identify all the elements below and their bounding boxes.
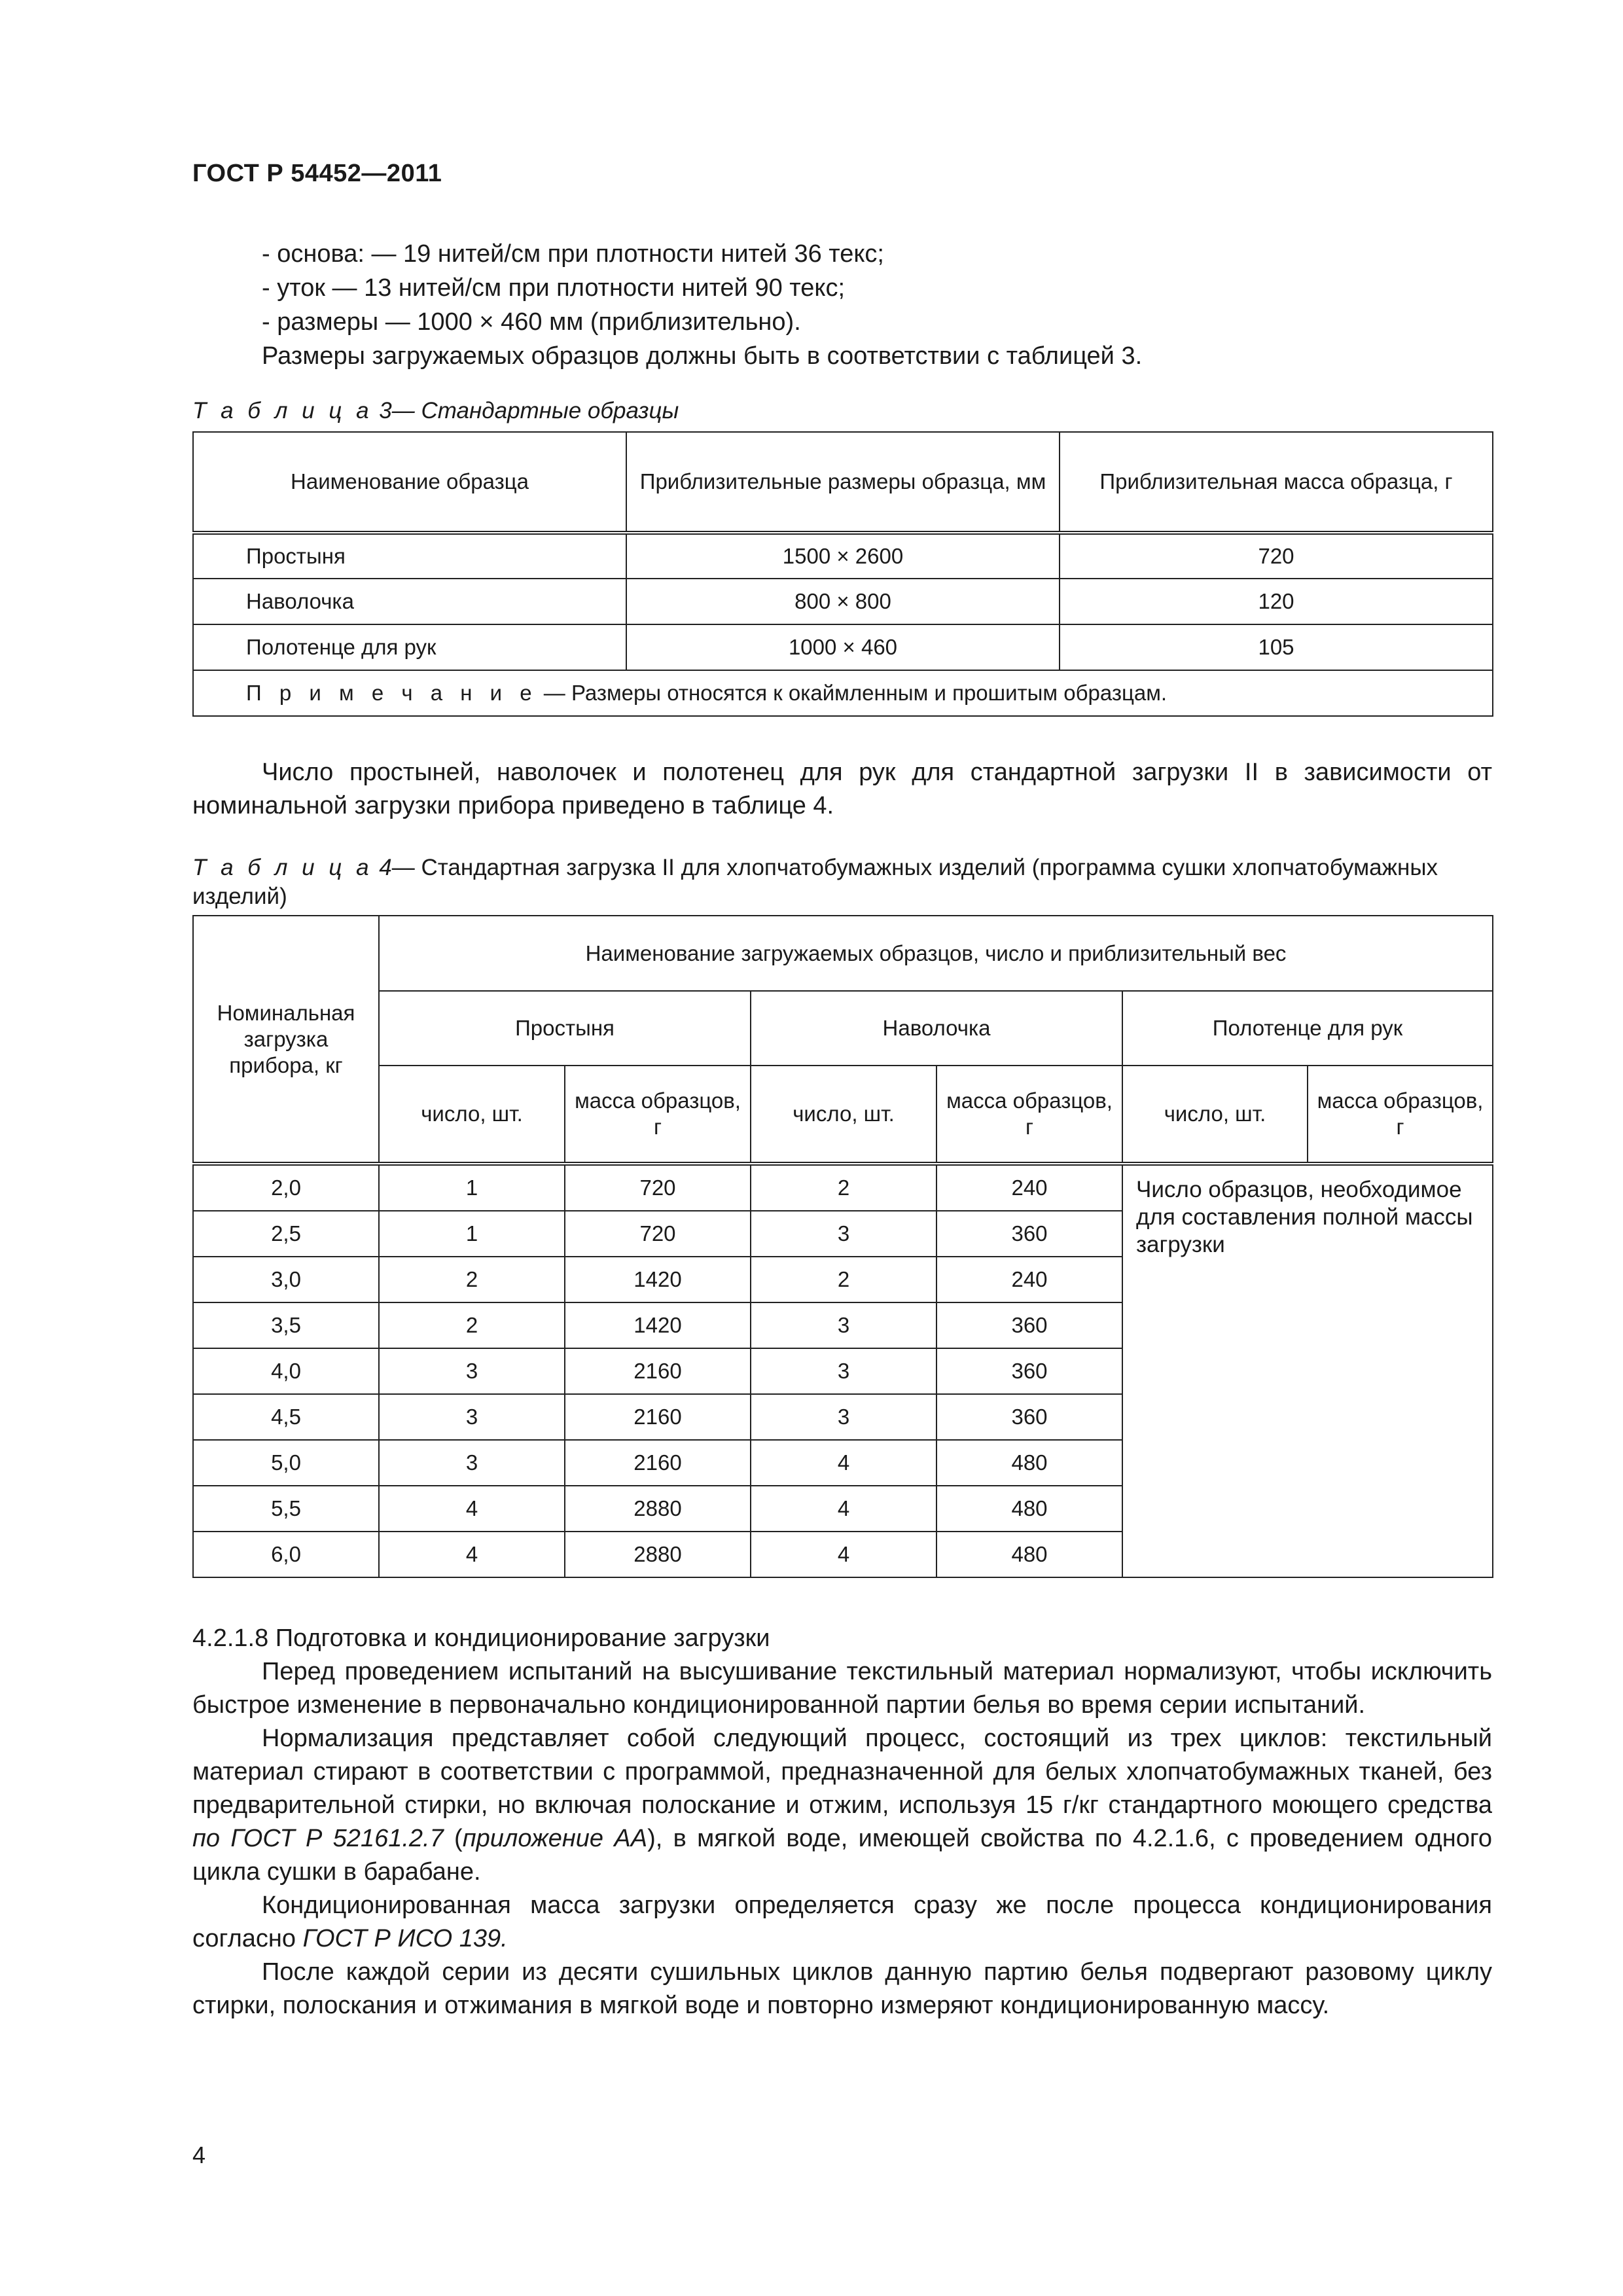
table4-cell: 4	[751, 1532, 936, 1577]
table4-caption-title: — Стандартная загрузка II для хлопчатобумажных изделий (программа сушки хлопчатобумажных изделий)	[192, 855, 1438, 909]
table4-header-group: Наименование загружаемых образцов, число и приблизительный вес	[379, 916, 1493, 991]
table4-cell: 360	[936, 1211, 1122, 1257]
table3-cell: Полотенце для рук	[193, 624, 626, 670]
table4-cell: 4	[751, 1486, 936, 1532]
table-row	[193, 624, 1493, 670]
standard-reference: по ГОСТ Р 52161.2.7	[192, 1825, 444, 1852]
table4-cell: 4	[751, 1440, 936, 1486]
table3-cell: 1000 × 460	[626, 624, 1060, 670]
table4-sub-count: число, шт.	[751, 1066, 936, 1164]
table4-cell: 2	[751, 1164, 936, 1211]
table4-cell: 3	[751, 1348, 936, 1394]
text-run: Кондиционированная масса загрузки определяется сразу же после процесса кондиционирования согласно	[192, 1892, 1492, 1952]
table4-cell: 2	[751, 1257, 936, 1302]
table3-note-text: — Размеры относятся к окаймленным и прошитым образцам.	[543, 681, 1168, 705]
table4-cell: 3	[751, 1302, 936, 1348]
table4-cell: 4,5	[193, 1394, 379, 1440]
paragraph: Перед проведением испытаний на высушивание текстильный материал нормализуют, чтобы исключить быстрое изменение в первоначально кондиционированной партии белья во время серии испытаний.	[192, 1658, 1492, 1719]
table4-cell: 480	[936, 1532, 1122, 1577]
table4-cell: 3,5	[193, 1302, 379, 1348]
table4-sub-mass: масса образцов, г	[565, 1066, 751, 1164]
table4-cell: 2880	[565, 1532, 751, 1577]
section-heading: 4.2.1.8 Подготовка и кондиционирование загрузки	[192, 1624, 770, 1652]
table3-header-cell: Приблизительные размеры образца, мм	[626, 432, 1060, 533]
table4-sub-count: число, шт.	[379, 1066, 565, 1164]
table3-cell: Наволочка	[193, 579, 626, 624]
table4-caption-number: 4	[379, 855, 392, 880]
table4-cell: 5,0	[193, 1440, 379, 1486]
table3-cell: 120	[1060, 579, 1493, 624]
table4-cell: 2,0	[193, 1164, 379, 1211]
table4-cell: 360	[936, 1394, 1122, 1440]
table4-caption-label: Т а б л и ц а	[192, 855, 373, 880]
table3-cell: 800 × 800	[626, 579, 1060, 624]
table4-cell: 3	[751, 1211, 936, 1257]
table3-caption-label: Т а б л и ц а	[192, 398, 373, 423]
table4-reference-paragraph	[192, 756, 1492, 823]
table4-cell: 360	[936, 1348, 1122, 1394]
table4-cell: 720	[565, 1164, 751, 1211]
table-row	[193, 670, 1493, 716]
table3-note	[193, 670, 1493, 716]
table4-cell: 240	[936, 1257, 1122, 1302]
table3-header-cell: Наименование образца	[193, 432, 626, 533]
table4-cell: 360	[936, 1302, 1122, 1348]
table4-cell: 1420	[565, 1257, 751, 1302]
table-row	[193, 533, 1493, 579]
table4-cell: 4	[379, 1486, 565, 1532]
standard-reference: ГОСТ Р ИСО 139.	[302, 1925, 508, 1952]
table-row	[193, 579, 1493, 624]
table4-cell: 720	[565, 1211, 751, 1257]
table4	[192, 915, 1493, 1578]
table4-group-sheet: Простыня	[379, 991, 751, 1066]
section-4-2-1-8	[192, 1622, 1492, 2022]
intro-line: Размеры загружаемых образцов должны быть в соответствии с таблицей 3.	[262, 342, 1143, 370]
table4-header-load: Номинальная загрузка прибора, кг	[193, 916, 379, 1164]
table4-cell: 2,5	[193, 1211, 379, 1257]
paragraph: Число простыней, наволочек и полотенец для рук для стандартной загрузки II в зависимости от номинальной загрузки прибора приведено в таблице 4.	[192, 759, 1492, 819]
table4-cell: 6,0	[193, 1532, 379, 1577]
table3-caption-title: — Стандартные образцы	[391, 398, 679, 423]
table4-sub-mass: масса образцов, г	[1308, 1066, 1493, 1164]
table3-header-cell: Приблизительная масса образца, г	[1060, 432, 1493, 533]
table4-cell: 3	[751, 1394, 936, 1440]
table4-towel-note: Число образцов, необходимое для составления полной массы загрузки	[1122, 1164, 1493, 1577]
table4-cell: 2	[379, 1302, 565, 1348]
table3	[192, 431, 1493, 717]
table4-cell: 2880	[565, 1486, 751, 1532]
paragraph	[192, 1722, 1492, 1889]
paragraph	[192, 1889, 1492, 1956]
table4-cell: 1420	[565, 1302, 751, 1348]
page-number: 4	[192, 2142, 206, 2168]
table4-cell: 4	[379, 1532, 565, 1577]
table-row	[193, 1164, 1493, 1211]
intro-line: - основа: — 19 нитей/см при плотности нитей 36 текс;	[262, 240, 884, 268]
table3-note-label: П р и м е ч а н и е	[246, 681, 538, 705]
table4-cell: 4,0	[193, 1348, 379, 1394]
table4-cell: 2160	[565, 1348, 751, 1394]
table4-cell: 3,0	[193, 1257, 379, 1302]
document-id-header: ГОСТ Р 54452—2011	[192, 160, 442, 187]
text-run: ), в мягкой воде, имеющей свойства по 4.2.1.6, с проведением одного цикла сушки в барабане.	[192, 1825, 1492, 1886]
text-run: (	[443, 1825, 463, 1852]
table3-cell: Простыня	[193, 533, 626, 579]
intro-list	[262, 237, 1142, 373]
table3-cell: 720	[1060, 533, 1493, 579]
table4-cell: 3	[379, 1348, 565, 1394]
table3-cell: 1500 × 2600	[626, 533, 1060, 579]
table4-cell: 480	[936, 1440, 1122, 1486]
table3-caption-number: 3	[379, 398, 392, 423]
intro-line: - уток — 13 нитей/см при плотности нитей 90 текс;	[262, 274, 846, 302]
table4-cell: 3	[379, 1394, 565, 1440]
annex-reference: приложение АА	[462, 1825, 648, 1852]
table4-group-towel: Полотенце для рук	[1122, 991, 1493, 1066]
table4-cell: 1	[379, 1164, 565, 1211]
table4-cell: 2160	[565, 1440, 751, 1486]
table4-caption	[192, 853, 1492, 911]
table4-cell: 240	[936, 1164, 1122, 1211]
table4-cell: 2	[379, 1257, 565, 1302]
table4-group-pillowcase: Наволочка	[751, 991, 1122, 1066]
table4-sub-count: число, шт.	[1122, 1066, 1308, 1164]
table4-cell: 2160	[565, 1394, 751, 1440]
table3-caption	[192, 397, 679, 425]
intro-line: - размеры — 1000 × 460 мм (приблизительно).	[262, 308, 801, 336]
table4-sub-mass: масса образцов, г	[936, 1066, 1122, 1164]
text-run: Нормализация представляет собой следующий процесс, состоящий из трех циклов: текстильный материал стирают в соответствии с программой, предназначенной для белых хлопчатобумажных тканей, без предварительной стирки, но включая полоскание и отжим, используя 15 г/кг стандартного моющего средства	[192, 1725, 1492, 1819]
table4-cell: 3	[379, 1440, 565, 1486]
table4-cell: 5,5	[193, 1486, 379, 1532]
table4-cell: 1	[379, 1211, 565, 1257]
paragraph: После каждой серии из десяти сушильных циклов данную партию белья подвергают разовому циклу стирки, полоскания и отжимания в мягкой воде и повторно измеряют кондиционированную массу.	[192, 1958, 1492, 2019]
table4-cell: 480	[936, 1486, 1122, 1532]
table3-cell: 105	[1060, 624, 1493, 670]
